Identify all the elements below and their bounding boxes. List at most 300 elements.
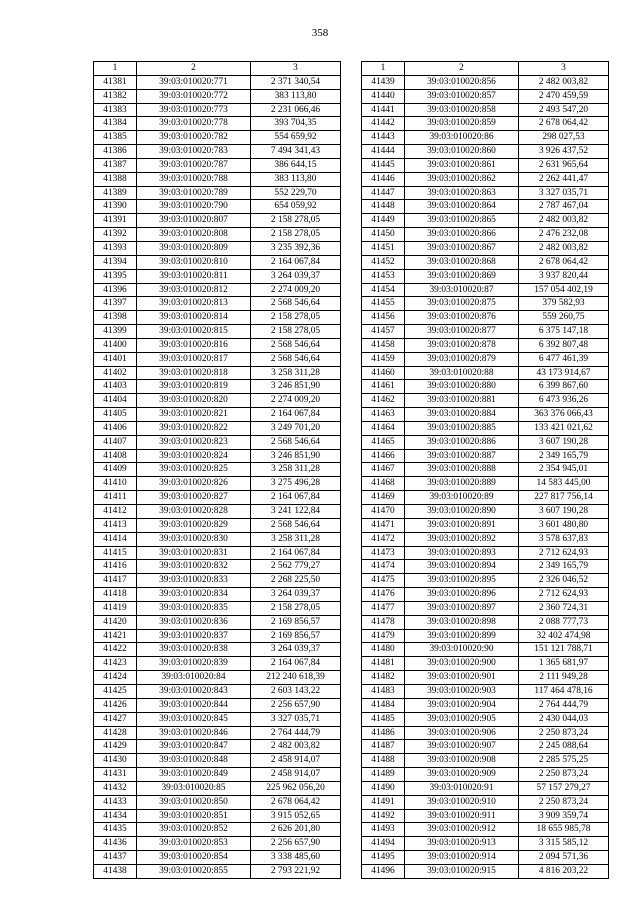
table-row bbox=[94, 837, 341, 851]
row-number: 41414 bbox=[94, 532, 137, 546]
cadastral-value: 3 258 311,28 bbox=[251, 532, 341, 546]
row-number: 41476 bbox=[362, 588, 405, 602]
cadastral-value: 379 582,93 bbox=[519, 297, 609, 311]
table-row bbox=[362, 435, 609, 449]
table-row bbox=[94, 255, 341, 269]
table-row bbox=[362, 864, 609, 878]
table-row bbox=[94, 588, 341, 602]
cadastral-number: 39:03:010020:772 bbox=[137, 89, 251, 103]
registry-table-right bbox=[361, 61, 609, 879]
column-header: 3 bbox=[251, 62, 341, 76]
cadastral-number: 39:03:010020:815 bbox=[137, 325, 251, 339]
table-row bbox=[94, 823, 341, 837]
table-row bbox=[94, 214, 341, 228]
cadastral-number: 39:03:010020:891 bbox=[405, 518, 519, 532]
cadastral-number: 39:03:010020:884 bbox=[405, 408, 519, 422]
cadastral-number: 39:03:010020:862 bbox=[405, 172, 519, 186]
row-number: 41398 bbox=[94, 311, 137, 325]
row-number: 41434 bbox=[94, 809, 137, 823]
row-number: 41484 bbox=[362, 698, 405, 712]
cadastral-number: 39:03:010020:898 bbox=[405, 615, 519, 629]
table-row bbox=[362, 241, 609, 255]
cadastral-number: 39:03:010020:866 bbox=[405, 228, 519, 242]
table-row bbox=[94, 408, 341, 422]
cadastral-number: 39:03:010020:869 bbox=[405, 269, 519, 283]
row-number: 41475 bbox=[362, 574, 405, 588]
cadastral-value: 2 111 949,28 bbox=[519, 671, 609, 685]
cadastral-value: 2 482 003,82 bbox=[519, 75, 609, 89]
row-number: 41382 bbox=[94, 89, 137, 103]
cadastral-value: 2 169 856,57 bbox=[251, 629, 341, 643]
cadastral-value: 2 371 340,54 bbox=[251, 75, 341, 89]
row-number: 41457 bbox=[362, 325, 405, 339]
cadastral-value: 3 258 311,28 bbox=[251, 463, 341, 477]
cadastral-number: 39:03:010020:783 bbox=[137, 145, 251, 159]
table-row bbox=[94, 172, 341, 186]
cadastral-value: 3 246 851,90 bbox=[251, 380, 341, 394]
row-number: 41492 bbox=[362, 809, 405, 823]
table-row bbox=[94, 795, 341, 809]
column-header: 2 bbox=[405, 62, 519, 76]
cadastral-value: 133 421 021,62 bbox=[519, 421, 609, 435]
row-number: 41470 bbox=[362, 505, 405, 519]
table-row bbox=[362, 726, 609, 740]
table-row bbox=[94, 657, 341, 671]
cadastral-value: 2 678 064,42 bbox=[519, 255, 609, 269]
cadastral-number: 39:03:010020:910 bbox=[405, 795, 519, 809]
cadastral-number: 39:03:010020:835 bbox=[137, 601, 251, 615]
table-row bbox=[362, 532, 609, 546]
cadastral-number: 39:03:010020:838 bbox=[137, 643, 251, 657]
cadastral-number: 39:03:010020:881 bbox=[405, 394, 519, 408]
cadastral-value: 57 157 279,27 bbox=[519, 781, 609, 795]
table-row bbox=[94, 864, 341, 878]
cadastral-value: 3 258 311,28 bbox=[251, 366, 341, 380]
row-number: 41474 bbox=[362, 560, 405, 574]
table-row bbox=[362, 574, 609, 588]
cadastral-value: 3 338 485,60 bbox=[251, 851, 341, 865]
table-row bbox=[94, 186, 341, 200]
cadastral-number: 39:03:010020:773 bbox=[137, 103, 251, 117]
table-row bbox=[362, 712, 609, 726]
table-row bbox=[362, 768, 609, 782]
table-row bbox=[94, 629, 341, 643]
cadastral-number: 39:03:010020:89 bbox=[405, 491, 519, 505]
table-row bbox=[94, 394, 341, 408]
row-number: 41419 bbox=[94, 601, 137, 615]
cadastral-number: 39:03:010020:86 bbox=[405, 131, 519, 145]
cadastral-number: 39:03:010020:778 bbox=[137, 117, 251, 131]
cadastral-number: 39:03:010020:888 bbox=[405, 463, 519, 477]
table-row bbox=[362, 754, 609, 768]
table-row bbox=[94, 574, 341, 588]
cadastral-value: 2 764 444,79 bbox=[251, 726, 341, 740]
cadastral-value: 2 360 724,31 bbox=[519, 601, 609, 615]
cadastral-number: 39:03:010020:832 bbox=[137, 560, 251, 574]
table-row bbox=[362, 366, 609, 380]
cadastral-value: 298 027,53 bbox=[519, 131, 609, 145]
table-row bbox=[362, 117, 609, 131]
cadastral-value: 2 458 914,07 bbox=[251, 754, 341, 768]
row-number: 41481 bbox=[362, 657, 405, 671]
cadastral-number: 39:03:010020:911 bbox=[405, 809, 519, 823]
table-row bbox=[94, 477, 341, 491]
table-row bbox=[94, 435, 341, 449]
cadastral-value: 2 430 044,03 bbox=[519, 712, 609, 726]
cadastral-value: 6 477 461,39 bbox=[519, 352, 609, 366]
row-number: 41467 bbox=[362, 463, 405, 477]
table-row bbox=[94, 768, 341, 782]
row-number: 41455 bbox=[362, 297, 405, 311]
table-row bbox=[94, 297, 341, 311]
row-number: 41422 bbox=[94, 643, 137, 657]
cadastral-value: 2 568 546,64 bbox=[251, 338, 341, 352]
cadastral-number: 39:03:010020:845 bbox=[137, 712, 251, 726]
cadastral-number: 39:03:010020:864 bbox=[405, 200, 519, 214]
cadastral-value: 2 562 779,27 bbox=[251, 560, 341, 574]
cadastral-value: 3 235 392,36 bbox=[251, 241, 341, 255]
cadastral-number: 39:03:010020:87 bbox=[405, 283, 519, 297]
cadastral-number: 39:03:010020:787 bbox=[137, 158, 251, 172]
cadastral-value: 3 601 480,80 bbox=[519, 518, 609, 532]
row-number: 41465 bbox=[362, 435, 405, 449]
cadastral-number: 39:03:010020:91 bbox=[405, 781, 519, 795]
cadastral-number: 39:03:010020:875 bbox=[405, 297, 519, 311]
table-row bbox=[94, 311, 341, 325]
cadastral-number: 39:03:010020:863 bbox=[405, 186, 519, 200]
row-number: 41395 bbox=[94, 269, 137, 283]
cadastral-value: 2 158 278,05 bbox=[251, 601, 341, 615]
cadastral-number: 39:03:010020:843 bbox=[137, 684, 251, 698]
table-row bbox=[94, 505, 341, 519]
table-row bbox=[362, 269, 609, 283]
row-number: 41443 bbox=[362, 131, 405, 145]
row-number: 41493 bbox=[362, 823, 405, 837]
cadastral-value: 2 482 003,82 bbox=[251, 740, 341, 754]
cadastral-number: 39:03:010020:847 bbox=[137, 740, 251, 754]
cadastral-value: 2 712 624,93 bbox=[519, 588, 609, 602]
row-number: 41384 bbox=[94, 117, 137, 131]
table-row bbox=[94, 269, 341, 283]
table-row bbox=[94, 754, 341, 768]
cadastral-number: 39:03:010020:856 bbox=[405, 75, 519, 89]
row-number: 41438 bbox=[94, 864, 137, 878]
row-number: 41399 bbox=[94, 325, 137, 339]
cadastral-value: 2 568 546,64 bbox=[251, 518, 341, 532]
row-number: 41416 bbox=[94, 560, 137, 574]
cadastral-value: 2 349 165,79 bbox=[519, 449, 609, 463]
table-row bbox=[94, 740, 341, 754]
cadastral-value: 3 915 052,65 bbox=[251, 809, 341, 823]
cadastral-number: 39:03:010020:771 bbox=[137, 75, 251, 89]
row-number: 41403 bbox=[94, 380, 137, 394]
cadastral-value: 2 169 856,57 bbox=[251, 615, 341, 629]
row-number: 41432 bbox=[94, 781, 137, 795]
cadastral-value: 2 274 009,20 bbox=[251, 283, 341, 297]
cadastral-value: 3 264 039,37 bbox=[251, 588, 341, 602]
cadastral-number: 39:03:010020:808 bbox=[137, 228, 251, 242]
table-row bbox=[362, 103, 609, 117]
row-number: 41425 bbox=[94, 684, 137, 698]
cadastral-number: 39:03:010020:830 bbox=[137, 532, 251, 546]
cadastral-number: 39:03:010020:900 bbox=[405, 657, 519, 671]
table-row bbox=[362, 89, 609, 103]
row-number: 41469 bbox=[362, 491, 405, 505]
cadastral-number: 39:03:010020:834 bbox=[137, 588, 251, 602]
cadastral-number: 39:03:010020:901 bbox=[405, 671, 519, 685]
table-row bbox=[362, 158, 609, 172]
row-number: 41446 bbox=[362, 172, 405, 186]
cadastral-number: 39:03:010020:889 bbox=[405, 477, 519, 491]
cadastral-value: 2 626 201,80 bbox=[251, 823, 341, 837]
cadastral-number: 39:03:010020:899 bbox=[405, 629, 519, 643]
table-row bbox=[362, 352, 609, 366]
row-number: 41494 bbox=[362, 837, 405, 851]
row-number: 41406 bbox=[94, 421, 137, 435]
cadastral-number: 39:03:010020:865 bbox=[405, 214, 519, 228]
cadastral-value: 2 158 278,05 bbox=[251, 325, 341, 339]
cadastral-value: 2 493 547,20 bbox=[519, 103, 609, 117]
row-number: 41385 bbox=[94, 131, 137, 145]
row-number: 41413 bbox=[94, 518, 137, 532]
row-number: 41428 bbox=[94, 726, 137, 740]
cadastral-number: 39:03:010020:849 bbox=[137, 768, 251, 782]
table-row bbox=[362, 629, 609, 643]
cadastral-number: 39:03:010020:813 bbox=[137, 297, 251, 311]
cadastral-value: 3 607 190,28 bbox=[519, 435, 609, 449]
page-number: 358 bbox=[311, 27, 329, 39]
row-number: 41462 bbox=[362, 394, 405, 408]
table-row bbox=[362, 394, 609, 408]
table-row bbox=[362, 684, 609, 698]
cadastral-number: 39:03:010020:859 bbox=[405, 117, 519, 131]
cadastral-value: 2 326 046,52 bbox=[519, 574, 609, 588]
table-row bbox=[94, 338, 341, 352]
table-row bbox=[362, 588, 609, 602]
cadastral-number: 39:03:010020:914 bbox=[405, 851, 519, 865]
row-number: 41426 bbox=[94, 698, 137, 712]
table-row bbox=[362, 657, 609, 671]
row-number: 41491 bbox=[362, 795, 405, 809]
row-number: 41483 bbox=[362, 684, 405, 698]
table-row bbox=[362, 546, 609, 560]
cadastral-number: 39:03:010020:833 bbox=[137, 574, 251, 588]
row-number: 41439 bbox=[362, 75, 405, 89]
row-number: 41490 bbox=[362, 781, 405, 795]
table-row bbox=[94, 421, 341, 435]
table-row bbox=[362, 477, 609, 491]
table-row bbox=[94, 131, 341, 145]
cadastral-value: 3 607 190,28 bbox=[519, 505, 609, 519]
cadastral-value: 2 349 165,79 bbox=[519, 560, 609, 574]
cadastral-number: 39:03:010020:905 bbox=[405, 712, 519, 726]
cadastral-value: 2 231 066,46 bbox=[251, 103, 341, 117]
cadastral-value: 2 164 067,84 bbox=[251, 491, 341, 505]
row-number: 41440 bbox=[362, 89, 405, 103]
row-number: 41427 bbox=[94, 712, 137, 726]
table-row bbox=[94, 241, 341, 255]
table-row bbox=[94, 103, 341, 117]
row-number: 41383 bbox=[94, 103, 137, 117]
row-number: 41408 bbox=[94, 449, 137, 463]
row-number: 41437 bbox=[94, 851, 137, 865]
table-row bbox=[362, 505, 609, 519]
cadastral-value: 393 704,35 bbox=[251, 117, 341, 131]
table-row bbox=[94, 366, 341, 380]
cadastral-value: 2 603 143,22 bbox=[251, 684, 341, 698]
cadastral-value: 2 354 945,01 bbox=[519, 463, 609, 477]
cadastral-value: 3 937 820,44 bbox=[519, 269, 609, 283]
cadastral-number: 39:03:010020:790 bbox=[137, 200, 251, 214]
cadastral-value: 2 094 571,36 bbox=[519, 851, 609, 865]
column-header: 3 bbox=[519, 62, 609, 76]
row-number: 41496 bbox=[362, 864, 405, 878]
cadastral-value: 2 631 965,64 bbox=[519, 158, 609, 172]
table-row bbox=[94, 809, 341, 823]
cadastral-number: 39:03:010020:915 bbox=[405, 864, 519, 878]
cadastral-value: 2 274 009,20 bbox=[251, 394, 341, 408]
cadastral-value: 2 268 225,50 bbox=[251, 574, 341, 588]
cadastral-number: 39:03:010020:876 bbox=[405, 311, 519, 325]
cadastral-number: 39:03:010020:903 bbox=[405, 684, 519, 698]
cadastral-number: 39:03:010020:836 bbox=[137, 615, 251, 629]
cadastral-value: 2 482 003,82 bbox=[519, 241, 609, 255]
table-row bbox=[362, 338, 609, 352]
table-row bbox=[94, 643, 341, 657]
row-number: 41464 bbox=[362, 421, 405, 435]
cadastral-value: 2 678 064,42 bbox=[519, 117, 609, 131]
column-header: 2 bbox=[137, 62, 251, 76]
cadastral-value: 2 164 067,84 bbox=[251, 546, 341, 560]
table-row bbox=[94, 491, 341, 505]
cadastral-number: 39:03:010020:84 bbox=[137, 671, 251, 685]
cadastral-number: 39:03:010020:817 bbox=[137, 352, 251, 366]
cadastral-value: 7 494 341,43 bbox=[251, 145, 341, 159]
cadastral-number: 39:03:010020:816 bbox=[137, 338, 251, 352]
cadastral-number: 39:03:010020:828 bbox=[137, 505, 251, 519]
cadastral-value: 2 568 546,64 bbox=[251, 435, 341, 449]
cadastral-value: 3 578 637,83 bbox=[519, 532, 609, 546]
cadastral-value: 2 482 003,82 bbox=[519, 214, 609, 228]
table-row bbox=[362, 200, 609, 214]
cadastral-number: 39:03:010020:822 bbox=[137, 421, 251, 435]
cadastral-number: 39:03:010020:907 bbox=[405, 740, 519, 754]
row-number: 41463 bbox=[362, 408, 405, 422]
table-row bbox=[362, 601, 609, 615]
row-number: 41468 bbox=[362, 477, 405, 491]
cadastral-value: 3 246 851,90 bbox=[251, 449, 341, 463]
table-row bbox=[94, 145, 341, 159]
table-row bbox=[362, 311, 609, 325]
cadastral-number: 39:03:010020:908 bbox=[405, 754, 519, 768]
cadastral-value: 2 285 575,25 bbox=[519, 754, 609, 768]
cadastral-number: 39:03:010020:893 bbox=[405, 546, 519, 560]
table-row bbox=[94, 615, 341, 629]
table-row bbox=[362, 214, 609, 228]
table-row bbox=[94, 518, 341, 532]
cadastral-value: 2 678 064,42 bbox=[251, 795, 341, 809]
row-number: 41456 bbox=[362, 311, 405, 325]
table-row bbox=[362, 698, 609, 712]
table-row bbox=[362, 615, 609, 629]
row-number: 41423 bbox=[94, 657, 137, 671]
cadastral-number: 39:03:010020:782 bbox=[137, 131, 251, 145]
cadastral-value: 559 260,75 bbox=[519, 311, 609, 325]
cadastral-value: 227 817 756,14 bbox=[519, 491, 609, 505]
row-number: 41450 bbox=[362, 228, 405, 242]
row-number: 41429 bbox=[94, 740, 137, 754]
cadastral-value: 3 249 701,20 bbox=[251, 421, 341, 435]
cadastral-number: 39:03:010020:829 bbox=[137, 518, 251, 532]
table-row bbox=[362, 740, 609, 754]
table-row bbox=[362, 837, 609, 851]
row-number: 41477 bbox=[362, 601, 405, 615]
cadastral-number: 39:03:010020:88 bbox=[405, 366, 519, 380]
cadastral-number: 39:03:010020:809 bbox=[137, 241, 251, 255]
table-row bbox=[94, 228, 341, 242]
table-row bbox=[362, 809, 609, 823]
table-row bbox=[362, 560, 609, 574]
cadastral-value: 2 245 088,64 bbox=[519, 740, 609, 754]
cadastral-number: 39:03:010020:825 bbox=[137, 463, 251, 477]
cadastral-number: 39:03:010020:877 bbox=[405, 325, 519, 339]
table-row bbox=[94, 601, 341, 615]
cadastral-number: 39:03:010020:909 bbox=[405, 768, 519, 782]
cadastral-number: 39:03:010020:860 bbox=[405, 145, 519, 159]
cadastral-value: 2 787 467,04 bbox=[519, 200, 609, 214]
cadastral-value: 3 926 437,52 bbox=[519, 145, 609, 159]
cadastral-number: 39:03:010020:812 bbox=[137, 283, 251, 297]
table-row bbox=[94, 726, 341, 740]
cadastral-value: 386 644,15 bbox=[251, 158, 341, 172]
cadastral-number: 39:03:010020:85 bbox=[137, 781, 251, 795]
cadastral-value: 14 583 445,00 bbox=[519, 477, 609, 491]
cadastral-value: 2 256 657,90 bbox=[251, 837, 341, 851]
table-row bbox=[362, 795, 609, 809]
cadastral-number: 39:03:010020:824 bbox=[137, 449, 251, 463]
row-number: 41410 bbox=[94, 477, 137, 491]
table-row bbox=[362, 671, 609, 685]
table-row bbox=[94, 200, 341, 214]
row-number: 41444 bbox=[362, 145, 405, 159]
cadastral-number: 39:03:010020:846 bbox=[137, 726, 251, 740]
cadastral-value: 3 909 359,74 bbox=[519, 809, 609, 823]
cadastral-value: 3 264 039,37 bbox=[251, 269, 341, 283]
table-row bbox=[362, 421, 609, 435]
cadastral-value: 212 240 618,39 bbox=[251, 671, 341, 685]
row-number: 41486 bbox=[362, 726, 405, 740]
table-row bbox=[362, 283, 609, 297]
table-row bbox=[94, 117, 341, 131]
table-row bbox=[362, 851, 609, 865]
cadastral-number: 39:03:010020:807 bbox=[137, 214, 251, 228]
table-row bbox=[362, 463, 609, 477]
cadastral-value: 18 655 985,78 bbox=[519, 823, 609, 837]
table-row bbox=[94, 158, 341, 172]
table-row bbox=[94, 698, 341, 712]
row-number: 41388 bbox=[94, 172, 137, 186]
row-number: 41392 bbox=[94, 228, 137, 242]
row-number: 41488 bbox=[362, 754, 405, 768]
table-row bbox=[94, 380, 341, 394]
cadastral-number: 39:03:010020:823 bbox=[137, 435, 251, 449]
table-row bbox=[94, 283, 341, 297]
cadastral-value: 6 473 936,26 bbox=[519, 394, 609, 408]
column-header: 1 bbox=[362, 62, 405, 76]
cadastral-value: 2 158 278,05 bbox=[251, 214, 341, 228]
cadastral-number: 39:03:010020:831 bbox=[137, 546, 251, 560]
row-number: 41394 bbox=[94, 255, 137, 269]
